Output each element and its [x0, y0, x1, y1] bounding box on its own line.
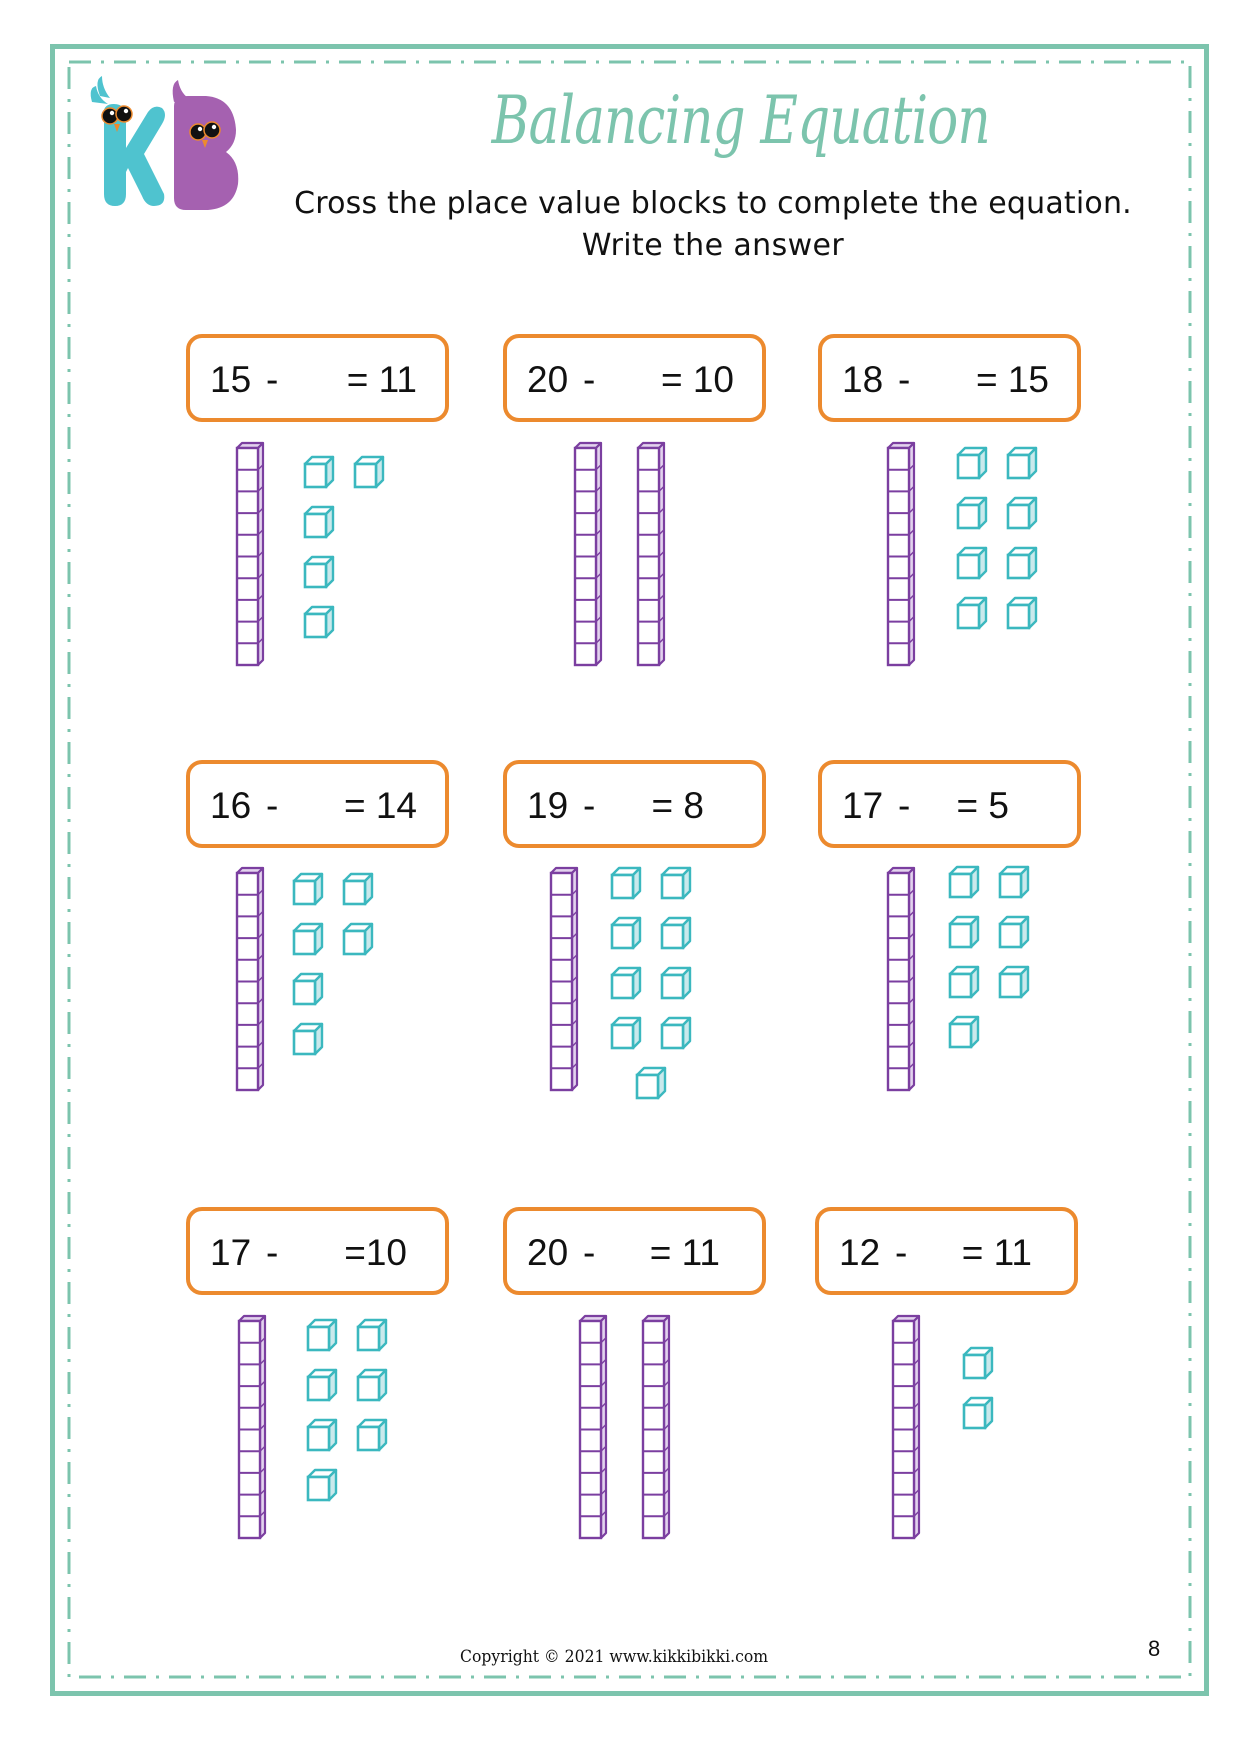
minus-sign: - [898, 785, 911, 826]
ones-cube-icon[interactable] [303, 555, 335, 593]
minuend: 19 [527, 785, 569, 826]
ones-cube-icon[interactable] [998, 915, 1030, 953]
ones-cube-icon[interactable] [353, 455, 385, 493]
ones-cube-icon[interactable] [956, 446, 988, 484]
copyright-footer: Copyright © 2021 www.kikkibikki.com [460, 1647, 769, 1667]
minus-sign: - [583, 359, 596, 400]
ones-cube-icon[interactable] [956, 496, 988, 534]
ones-cube-icon[interactable] [342, 922, 374, 960]
minus-sign: - [266, 1232, 279, 1273]
ones-cube-icon[interactable] [948, 965, 980, 1003]
page-title: Balancing Equation [491, 82, 990, 159]
tens-rod-icon[interactable] [578, 1314, 608, 1544]
tens-rod-icon[interactable] [573, 441, 603, 671]
ones-cube-icon[interactable] [1006, 446, 1038, 484]
answer-blank[interactable] [290, 362, 340, 398]
ones-cube-icon[interactable] [292, 972, 324, 1010]
ones-cube-icon[interactable] [342, 872, 374, 910]
tens-rod-icon[interactable] [886, 866, 916, 1096]
ones-cube-icon[interactable] [1006, 496, 1038, 534]
tens-rod-icon[interactable] [886, 441, 916, 671]
minuend: 16 [210, 785, 252, 826]
ones-cube-icon[interactable] [292, 872, 324, 910]
ones-cube-icon[interactable] [660, 1016, 692, 1054]
minuend: 12 [839, 1232, 881, 1273]
instruction-line-1: Cross the place value blocks to complete the equation. [294, 186, 1132, 221]
ones-cube-icon[interactable] [998, 865, 1030, 903]
tens-rod-icon[interactable] [237, 1314, 267, 1544]
ones-cube-icon[interactable] [948, 915, 980, 953]
ones-cube-icon[interactable] [610, 966, 642, 1004]
tens-rod-icon[interactable] [235, 441, 265, 671]
minuend: 17 [210, 1232, 252, 1273]
equation-box-7 [186, 1207, 449, 1295]
equation-box-1 [186, 334, 449, 422]
ones-cube-icon[interactable] [660, 916, 692, 954]
tens-rod-icon[interactable] [549, 866, 579, 1096]
answer-blank[interactable] [290, 1235, 340, 1271]
ones-cube-icon[interactable] [948, 1015, 980, 1053]
ones-cube-icon[interactable] [998, 965, 1030, 1003]
equation-box-5 [503, 760, 766, 848]
ones-cube-icon[interactable] [660, 966, 692, 1004]
ones-cube-icon[interactable] [306, 1418, 338, 1456]
ones-cube-icon[interactable] [610, 1016, 642, 1054]
equation-box-6 [818, 760, 1081, 848]
ones-cube-icon[interactable] [306, 1368, 338, 1406]
ones-cube-icon[interactable] [635, 1066, 667, 1104]
minus-sign: - [898, 359, 911, 400]
minuend: 17 [842, 785, 884, 826]
equation-box-4 [186, 760, 449, 848]
equation-box-3 [818, 334, 1081, 422]
answer-blank[interactable] [607, 362, 657, 398]
tens-rod-icon[interactable] [641, 1314, 671, 1544]
minuend: 20 [527, 359, 569, 400]
ones-cube-icon[interactable] [956, 596, 988, 634]
minuend: 15 [210, 359, 252, 400]
answer-blank[interactable] [922, 362, 972, 398]
equation-box-2 [503, 334, 766, 422]
result: = 10 [660, 359, 734, 400]
ones-cube-icon[interactable] [1006, 546, 1038, 584]
ones-cube-icon[interactable] [962, 1396, 994, 1434]
ones-cube-icon[interactable] [610, 866, 642, 904]
equation-box-8 [503, 1207, 766, 1295]
ones-cube-icon[interactable] [956, 546, 988, 584]
minus-sign: - [266, 359, 279, 400]
result: = 5 [956, 785, 1009, 826]
result: =10 [344, 1232, 407, 1273]
ones-cube-icon[interactable] [303, 455, 335, 493]
ones-cube-icon[interactable] [306, 1318, 338, 1356]
equation-box-9 [815, 1207, 1078, 1295]
tens-rod-icon[interactable] [636, 441, 666, 671]
tens-rod-icon[interactable] [891, 1314, 921, 1544]
ones-cube-icon[interactable] [292, 1022, 324, 1060]
answer-blank[interactable] [607, 788, 657, 824]
minuend: 20 [527, 1232, 569, 1273]
result: = 8 [651, 785, 704, 826]
ones-cube-icon[interactable] [303, 605, 335, 643]
result: = 11 [649, 1232, 720, 1273]
result: = 14 [343, 785, 417, 826]
page-number: 8 [1148, 1636, 1161, 1661]
instruction-line-2: Write the answer [581, 228, 845, 263]
ones-cube-icon[interactable] [660, 866, 692, 904]
minus-sign: - [583, 1232, 596, 1273]
ones-cube-icon[interactable] [356, 1318, 388, 1356]
result: = 11 [961, 1232, 1032, 1273]
ones-cube-icon[interactable] [948, 865, 980, 903]
minus-sign: - [583, 785, 596, 826]
ones-cube-icon[interactable] [306, 1468, 338, 1506]
result: = 15 [975, 359, 1049, 400]
answer-blank[interactable] [290, 788, 340, 824]
ones-cube-icon[interactable] [356, 1418, 388, 1456]
ones-cube-icon[interactable] [1006, 596, 1038, 634]
ones-cube-icon[interactable] [292, 922, 324, 960]
minuend: 18 [842, 359, 884, 400]
ones-cube-icon[interactable] [356, 1368, 388, 1406]
result: = 11 [346, 359, 417, 400]
tens-rod-icon[interactable] [235, 866, 265, 1096]
ones-cube-icon[interactable] [962, 1346, 994, 1384]
minus-sign: - [266, 785, 279, 826]
ones-cube-icon[interactable] [610, 916, 642, 954]
ones-cube-icon[interactable] [303, 505, 335, 543]
minus-sign: - [895, 1232, 908, 1273]
kikkibikki-logo [88, 76, 244, 210]
